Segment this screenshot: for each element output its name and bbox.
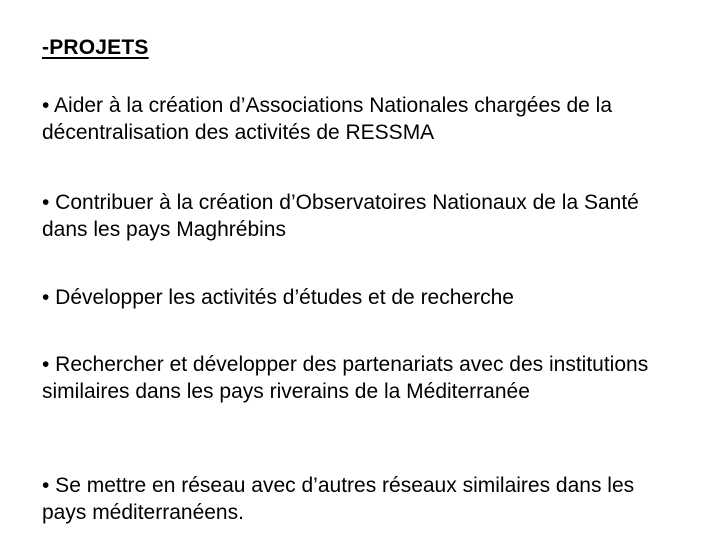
bullet-item: • Développer les activités d’études et de recherche (42, 286, 514, 309)
slide-heading: -PROJETS (42, 36, 149, 59)
bullet-item: • Aider à la création d’Associations Nationales chargées de la décentralisation des activités de RESSMA (42, 94, 613, 144)
bullet-item: • Contribuer à la création d’Observatoires Nationaux de la Santé dans les pays Maghrébins (42, 191, 639, 241)
bullet-item: • Rechercher et développer des partenariats avec des institutions similaires dans les pays riverains de la Méditerranée (42, 353, 649, 403)
bullet-item: • Se mettre en réseau avec d’autres réseaux similaires dans les pays méditerranéens. (42, 474, 635, 524)
